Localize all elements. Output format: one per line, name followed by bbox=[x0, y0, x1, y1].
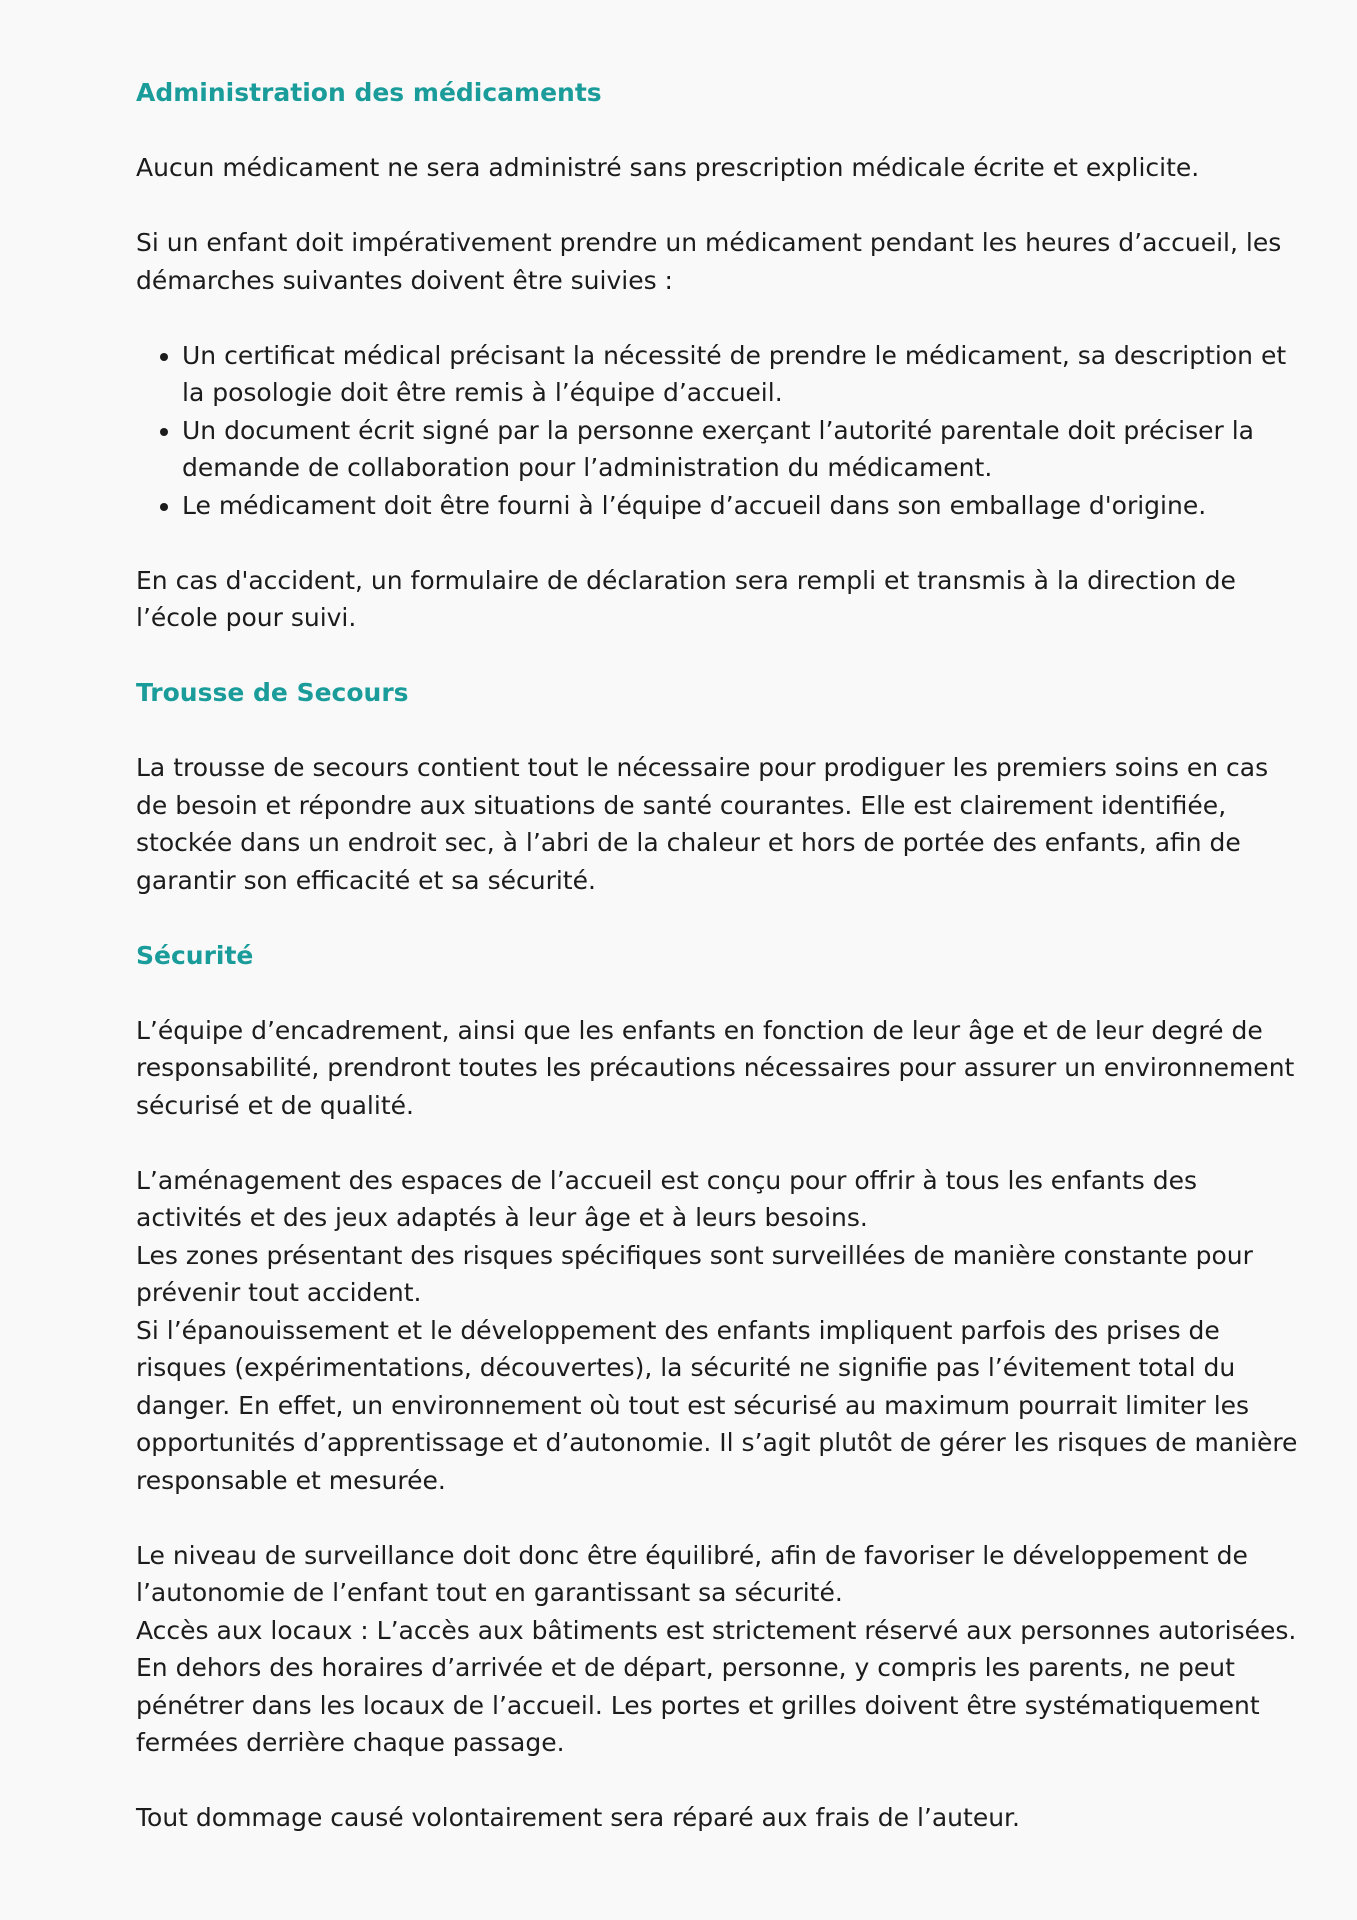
paragraph-securite-risques: Si l’épanouissement et le développement des enfants impliquent parfois des prises de risques (expérimentations, découvertes), la sécurité ne signifie pas l’évitement total du danger. En effet, un environnement où tout est sécurisé au maximum pourrait limiter les opportunités d’apprentissage et d’autonomie. Il s’agit plutôt de gérer les risques de manière responsable et mesurée. bbox=[136, 1315, 1298, 1495]
paragraph-securite-dommage: Tout dommage causé volontairement sera réparé aux frais de l’auteur. bbox=[136, 1803, 1020, 1832]
paragraph-trousse: La trousse de secours contient tout le nécessaire pour prodiguer les premiers soins en cas de besoin et répondre aux situations de santé courantes. Elle est clairement identifiée, stockée dans un endroit sec, à l’abri de la chaleur et hors de portée des enfants, afin de garantir son efficacité et sa sécurité. bbox=[136, 753, 1269, 895]
paragraph-securite-surveillance: Le niveau de surveillance doit donc être équilibré, afin de favoriser le développement de l’autonomie de l’enfant tout en garantissant sa sécurité. bbox=[136, 1540, 1248, 1607]
list-item: • Un document écrit signé par la personne exerçant l’autorité parentale doit préciser la demande de collaboration pour l’administration du médicament. bbox=[182, 412, 1305, 487]
paragraph-securite-amenagement: L’aménagement des espaces de l’accueil est conçu pour offrir à tous les enfants des activités et des jeux adaptés à leur âge et à leurs besoins. bbox=[136, 1165, 1198, 1232]
paragraph-securite-equipe: L’équipe d’encadrement, ainsi que les enfants en fonction de leur âge et de leur degré de responsabilité, prendront toutes les précautions nécessaires pour assurer un environnement sécurisé et de qualité. bbox=[136, 1015, 1295, 1120]
paragraph-accident: En cas d'accident, un formulaire de déclaration sera rempli et transmis à la direction de l’école pour suivi. bbox=[136, 565, 1236, 632]
list-item: • Le médicament doit être fourni à l’équipe d’accueil dans son emballage d'origine. bbox=[182, 487, 1305, 525]
paragraph-medicaments-conditions: Si un enfant doit impérativement prendre un médicament pendant les heures d’accueil, les démarches suivantes doivent être suivies : bbox=[136, 228, 1282, 295]
paragraph-securite-acces: Accès aux locaux : L’accès aux bâtiments est strictement réservé aux personnes autorisées. En dehors des horaires d’arrivée et de départ, personne, y compris les parents, ne peut pénétrer dans les locaux de l’accueil. Les portes et grilles doivent être systématiquement fermées derrière chaque passage. bbox=[136, 1615, 1297, 1757]
heading-trousse: Trousse de Secours bbox=[136, 678, 409, 707]
paragraph-securite-zones: Les zones présentant des risques spécifiques sont surveillées de manière constante pour prévenir tout accident. bbox=[136, 1240, 1253, 1307]
heading-medicaments: Administration des médicaments bbox=[136, 78, 602, 107]
paragraph-medicaments-intro: Aucun médicament ne sera administré sans prescription médicale écrite et explicite. bbox=[136, 153, 1200, 182]
list-item: • Un certificat médical précisant la nécessité de prendre le médicament, sa description et la posologie doit être remis à l’équipe d’accueil. bbox=[182, 337, 1305, 412]
heading-securite: Sécurité bbox=[136, 940, 254, 970]
medicaments-requirements-list bbox=[136, 337, 1305, 525]
